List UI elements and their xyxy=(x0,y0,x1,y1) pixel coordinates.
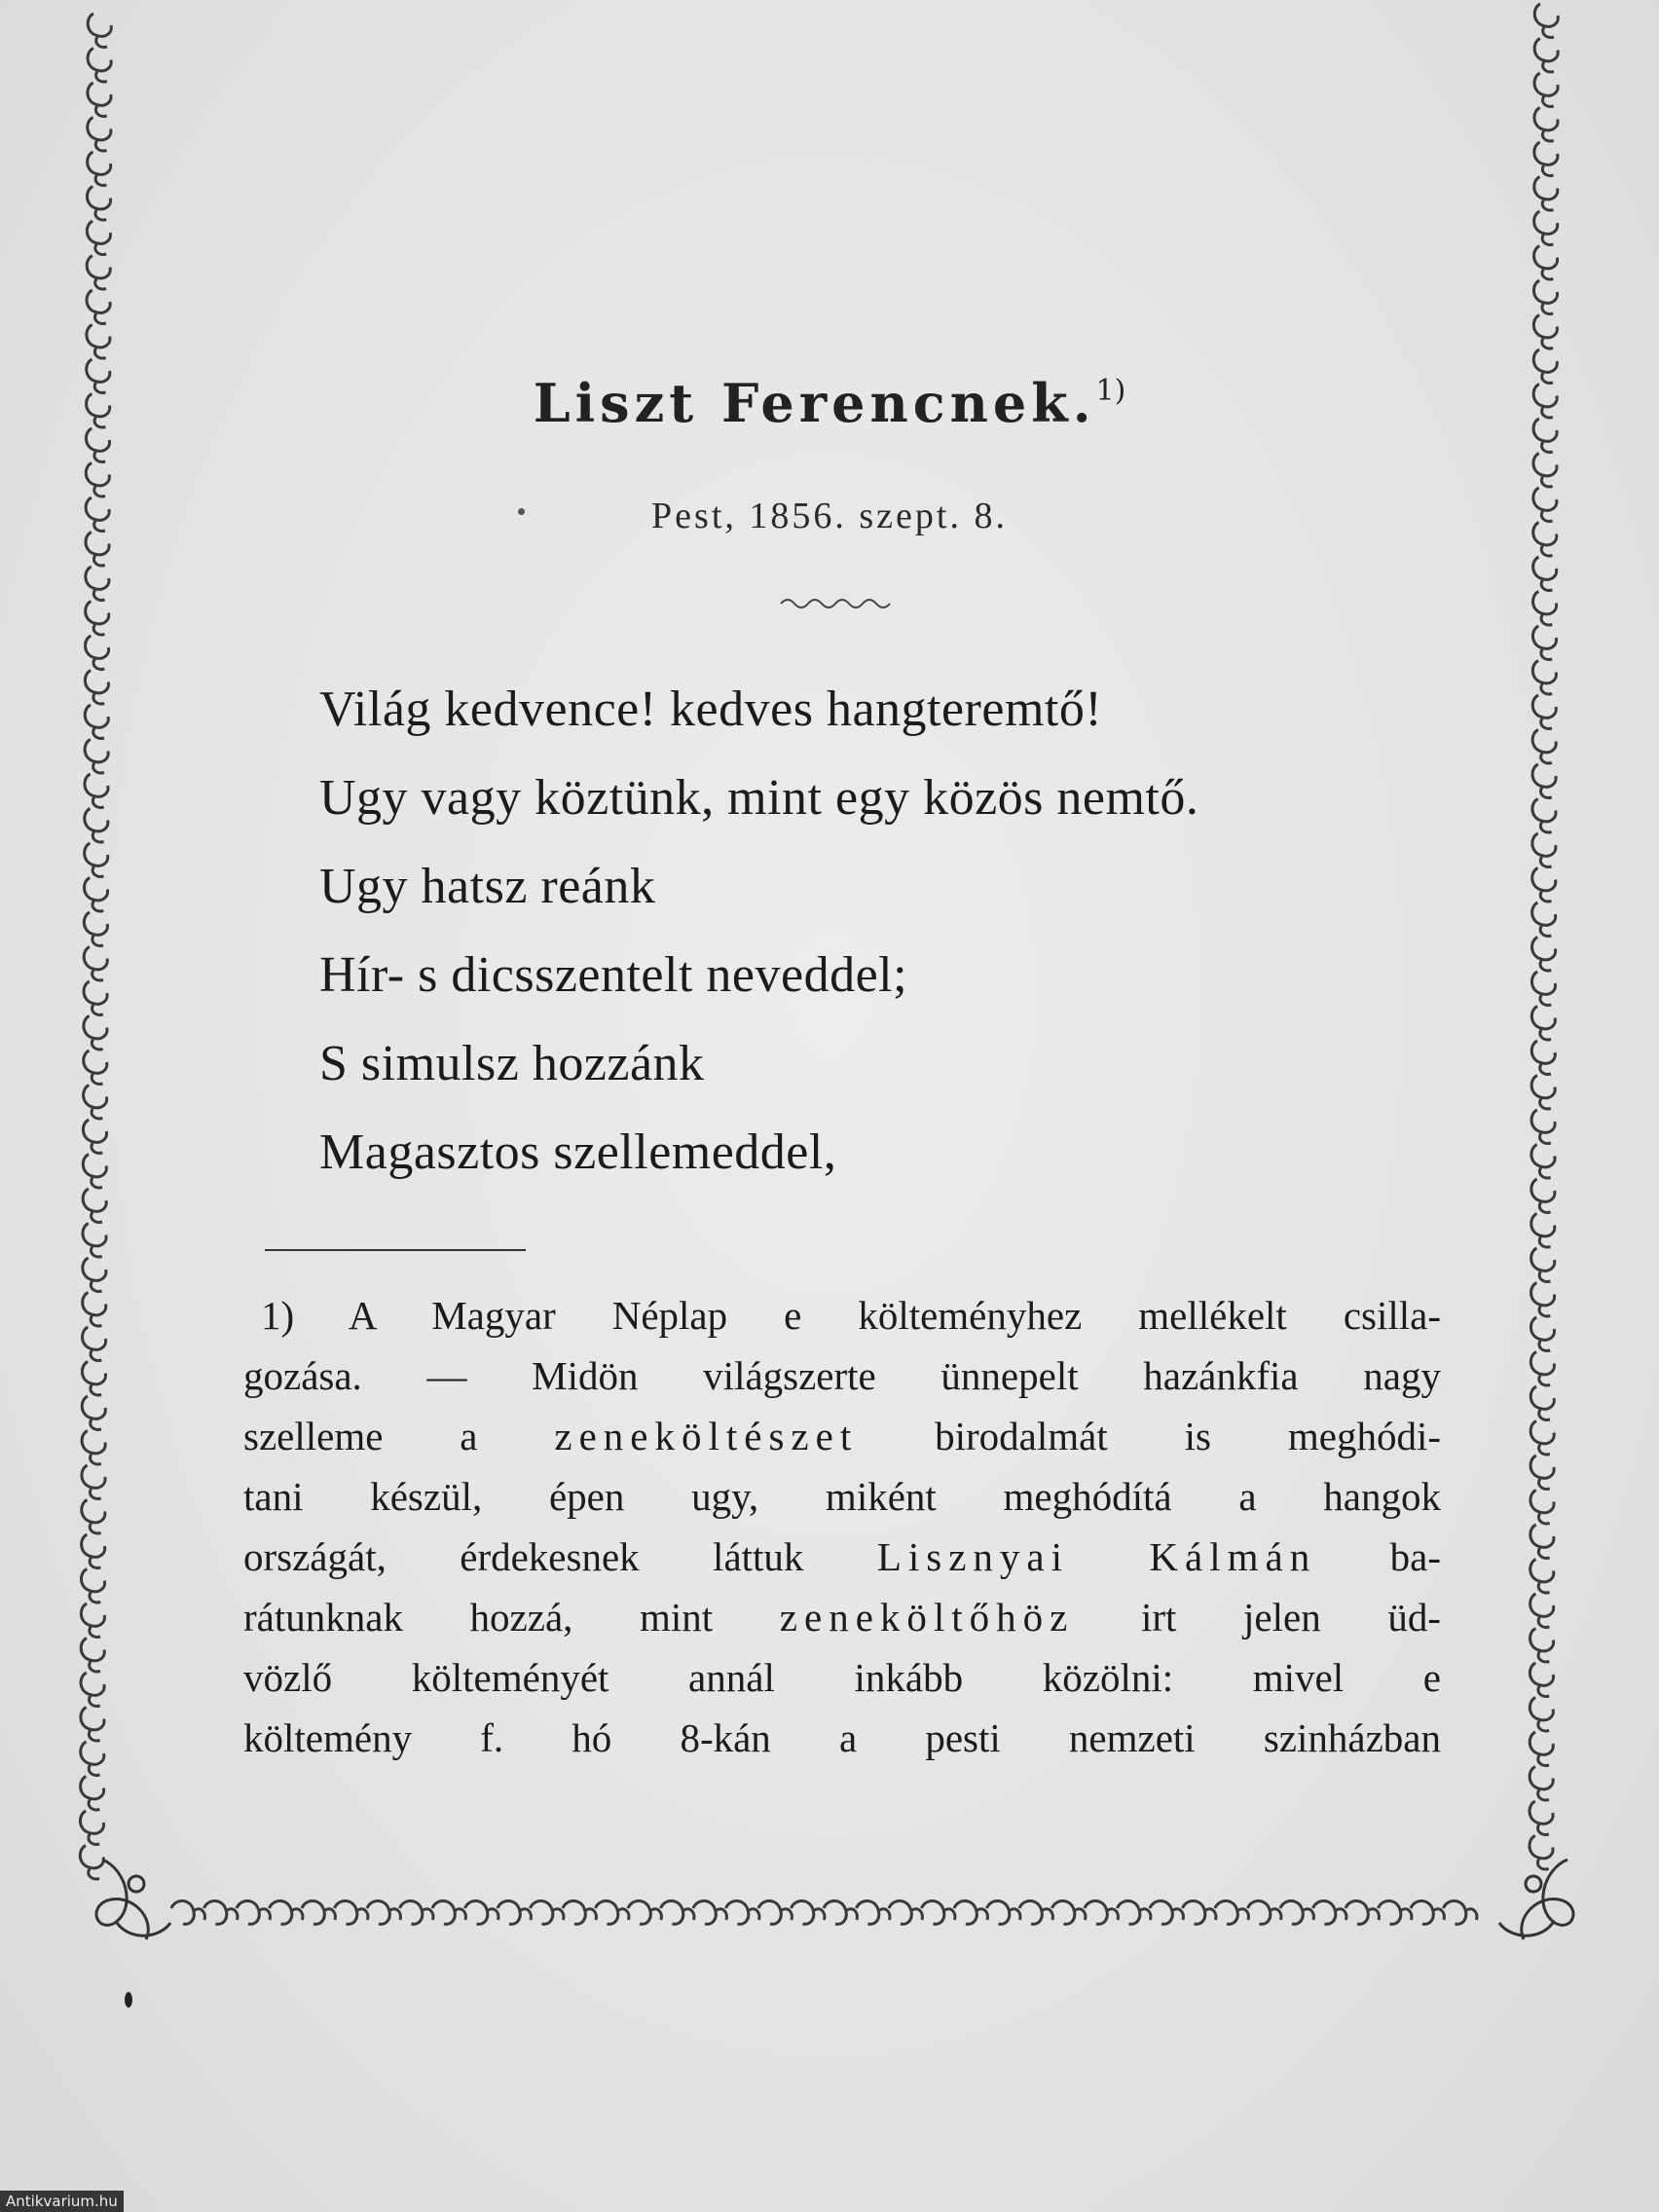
border-link-right xyxy=(1532,799,1556,832)
border-link-right xyxy=(1532,764,1556,797)
border-link-right xyxy=(1530,1456,1554,1489)
border-link-bottom xyxy=(661,1901,694,1925)
border-link-right xyxy=(1530,1386,1554,1419)
border-link-right xyxy=(1531,1179,1555,1212)
footnote-line: vözlő költeményét annál inkább közölni: mivel e xyxy=(243,1655,1441,1700)
footnote-text: szelleme a xyxy=(243,1414,555,1458)
footnote-emphasis: zeneköltészet xyxy=(554,1414,859,1458)
border-link-left xyxy=(84,912,107,945)
border-link-left xyxy=(86,463,109,497)
footnote-line: költemény f. hó 8-kán a pesti nemzeti szinházban xyxy=(243,1715,1441,1760)
border-link-right xyxy=(1532,661,1556,694)
border-link-bottom xyxy=(726,1901,759,1925)
footnote-text: irt jelen üd- xyxy=(1074,1595,1441,1640)
border-link-right xyxy=(1530,1594,1554,1627)
border-link-right xyxy=(1531,1283,1555,1316)
border-link-left xyxy=(84,981,107,1014)
border-link-right xyxy=(1532,730,1556,763)
border-link-left xyxy=(87,256,110,289)
border-link-bottom xyxy=(596,1901,629,1925)
border-link-bottom xyxy=(758,1901,792,1925)
border-link-bottom xyxy=(1411,1901,1444,1925)
border-link-left xyxy=(83,1155,106,1188)
border-link-left xyxy=(82,1396,105,1429)
border-link-bottom xyxy=(1150,1901,1183,1925)
poem-line: Ugy vagy köztünk, mint egy közös nemtő. xyxy=(319,770,1199,826)
dateline: Pest, 1856. szept. 8. xyxy=(651,496,1008,536)
border-link-right xyxy=(1533,557,1557,590)
corner-flourish-left xyxy=(96,1860,170,1939)
border-link-right xyxy=(1531,1248,1555,1281)
border-link-left xyxy=(84,1086,107,1119)
border-link-left xyxy=(88,83,111,116)
border-link-bottom xyxy=(693,1901,726,1925)
border-link-left xyxy=(88,14,111,47)
title-text: Liszt Ferencnek. xyxy=(533,372,1096,434)
border-link-right xyxy=(1531,1041,1555,1074)
border-link-bottom xyxy=(1183,1901,1216,1925)
border-link-bottom xyxy=(498,1901,531,1925)
border-link-left xyxy=(87,187,110,220)
border-link-left xyxy=(85,843,108,876)
border-link-left xyxy=(81,1639,104,1672)
border-link-bottom xyxy=(432,1901,465,1925)
footnote-line: 1) A Magyar Néplap e költeményhez mellékelt csilla- xyxy=(261,1293,1441,1338)
border-link-left xyxy=(82,1362,105,1395)
border-link-right xyxy=(1530,1698,1553,1731)
border-link-left xyxy=(82,1465,105,1498)
border-link-left xyxy=(85,671,108,704)
border-link-right xyxy=(1530,1629,1554,1662)
border-link-left xyxy=(84,1051,107,1084)
footnote-text: rátunknak hozzá, mint xyxy=(243,1595,780,1640)
border-link-left xyxy=(85,809,108,842)
poem-line: Magasztos szellemeddel, xyxy=(319,1124,837,1180)
border-link-right xyxy=(1531,1214,1555,1247)
border-link-left xyxy=(81,1708,104,1741)
border-link-right xyxy=(1532,938,1556,971)
poem-line: Ugy hatsz reánk xyxy=(319,859,656,914)
border-link-right xyxy=(1530,1421,1554,1455)
border-link-right xyxy=(1530,1663,1553,1696)
border-link-left xyxy=(83,1224,106,1257)
border-link-bottom xyxy=(400,1901,433,1925)
poem-title xyxy=(0,372,1659,434)
footnote-line: tani készül, épen ugy, miként meghódítá a hangok xyxy=(243,1474,1441,1519)
border-link-right xyxy=(1530,1352,1554,1385)
border-link-right xyxy=(1534,142,1558,175)
poem-line: S simulsz hozzánk xyxy=(319,1036,705,1091)
poem-line: Világ kedvence! kedves hangteremtő! xyxy=(319,682,1103,737)
border-link-bottom xyxy=(1052,1901,1086,1925)
border-link-bottom xyxy=(954,1901,987,1925)
border-link-bottom xyxy=(204,1901,238,1925)
border-link-right xyxy=(1530,1491,1554,1524)
border-link-right xyxy=(1532,626,1556,659)
border-link-right xyxy=(1532,868,1556,902)
border-link-right xyxy=(1530,1560,1554,1593)
border-link-right xyxy=(1531,1076,1555,1109)
border-link-bottom xyxy=(1346,1901,1379,1925)
border-link-left xyxy=(84,878,107,911)
footnote-emphasis: Lisznyai Kálmán xyxy=(876,1534,1317,1579)
border-link-left xyxy=(81,1777,104,1810)
border-link-left xyxy=(80,1811,103,1844)
border-link-right xyxy=(1530,1801,1553,1834)
border-link-right xyxy=(1534,108,1558,141)
border-link-left xyxy=(86,567,109,600)
border-link-left xyxy=(86,636,109,669)
border-link-right xyxy=(1534,177,1558,210)
border-link-left xyxy=(81,1673,104,1706)
border-link-bottom xyxy=(1085,1901,1118,1925)
border-link-bottom xyxy=(1379,1901,1412,1925)
border-link-left xyxy=(80,1846,103,1879)
border-link-right xyxy=(1530,1317,1554,1350)
border-link-right xyxy=(1532,903,1556,936)
border-link-bottom xyxy=(171,1901,204,1925)
border-link-bottom xyxy=(792,1901,825,1925)
footnote-line xyxy=(243,1406,1441,1466)
border-link-left xyxy=(84,1016,107,1050)
border-link-right xyxy=(1533,280,1557,313)
border-link-left xyxy=(81,1569,104,1603)
border-link-bottom xyxy=(270,1901,303,1925)
border-link-right xyxy=(1530,1525,1554,1558)
border-link-bottom xyxy=(922,1901,955,1925)
title-footnote-marker: 1) xyxy=(1095,374,1126,408)
border-link-bottom xyxy=(531,1901,564,1925)
border-link-left xyxy=(85,774,108,807)
border-link-bottom xyxy=(1215,1901,1248,1925)
footnote-line xyxy=(243,1587,1441,1647)
footnote-line: gozása. — Midön világszerte ünnepelt hazánkfia nagy xyxy=(243,1353,1441,1398)
border-link-bottom xyxy=(1248,1901,1281,1925)
border-link-right xyxy=(1534,211,1558,244)
border-link-right xyxy=(1530,1732,1553,1765)
border-link-bottom xyxy=(1444,1901,1477,1925)
border-link-right xyxy=(1530,1767,1553,1800)
border-link-left xyxy=(88,118,111,151)
border-link-bottom xyxy=(889,1901,922,1925)
border-link-bottom xyxy=(1313,1901,1346,1925)
border-link-bottom xyxy=(237,1901,270,1925)
border-link-left xyxy=(87,290,110,323)
border-link-left xyxy=(83,1327,106,1360)
border-link-right xyxy=(1533,454,1557,487)
border-link-right xyxy=(1534,39,1558,72)
border-link-left xyxy=(85,740,108,773)
border-link-right xyxy=(1533,592,1557,625)
border-link-bottom xyxy=(302,1901,335,1925)
border-link-bottom xyxy=(628,1901,661,1925)
ink-blot xyxy=(125,1992,132,2008)
border-link-right xyxy=(1534,246,1558,279)
border-link-right xyxy=(1533,315,1557,349)
border-link-left xyxy=(81,1604,104,1637)
border-link-left xyxy=(83,1189,106,1222)
footnote-separator xyxy=(265,1249,526,1251)
border-link-bottom xyxy=(563,1901,596,1925)
border-link-bottom xyxy=(1280,1901,1313,1925)
border-link-right xyxy=(1534,73,1558,106)
footnote-emphasis: zeneköltőhöz xyxy=(779,1595,1075,1640)
corner-flourish-right xyxy=(1499,1860,1573,1939)
border-link-left xyxy=(85,705,108,738)
border-link-right xyxy=(1532,695,1556,728)
border-link-bottom xyxy=(335,1901,368,1925)
border-link-left xyxy=(88,49,111,82)
border-link-bottom xyxy=(367,1901,400,1925)
border-link-right xyxy=(1531,1145,1555,1178)
footnote xyxy=(243,1285,1441,1768)
poem-body xyxy=(319,665,1439,1197)
watermark: Antikvarium.hu xyxy=(0,2191,124,2212)
border-link-left xyxy=(81,1742,104,1775)
border-link-bottom xyxy=(1019,1901,1052,1925)
border-link-bottom xyxy=(987,1901,1020,1925)
border-link-bottom xyxy=(1118,1901,1151,1925)
border-link-bottom xyxy=(824,1901,857,1925)
border-link-left xyxy=(84,947,107,980)
border-link-bottom xyxy=(465,1901,498,1925)
border-link-left xyxy=(82,1534,105,1567)
footnote-text: országát, érdekesnek láttuk xyxy=(243,1534,877,1579)
border-link-left xyxy=(82,1431,105,1464)
border-link-left xyxy=(83,1258,106,1291)
border-link-left xyxy=(87,221,110,254)
border-link-left xyxy=(88,152,111,185)
footnote-line xyxy=(243,1527,1441,1587)
border-link-left xyxy=(87,325,110,358)
border-link-right xyxy=(1531,972,1555,1005)
border-link-left xyxy=(83,1120,106,1153)
border-link-right xyxy=(1530,1836,1553,1869)
border-link-right xyxy=(1532,833,1556,866)
border-link-left xyxy=(83,1293,106,1326)
border-link-right xyxy=(1531,1007,1555,1040)
footnote-text: birodalmát is meghódi- xyxy=(858,1414,1441,1458)
border-link-left xyxy=(86,602,109,635)
footnote-text: ba- xyxy=(1316,1534,1441,1579)
border-link-right xyxy=(1534,4,1558,37)
poem-line: Hír- s dicsszentelt neveddel; xyxy=(319,947,908,1003)
border-link-bottom xyxy=(857,1901,890,1925)
border-link-left xyxy=(82,1500,105,1533)
ornamental-rule xyxy=(779,594,896,613)
border-link-right xyxy=(1531,1110,1555,1143)
